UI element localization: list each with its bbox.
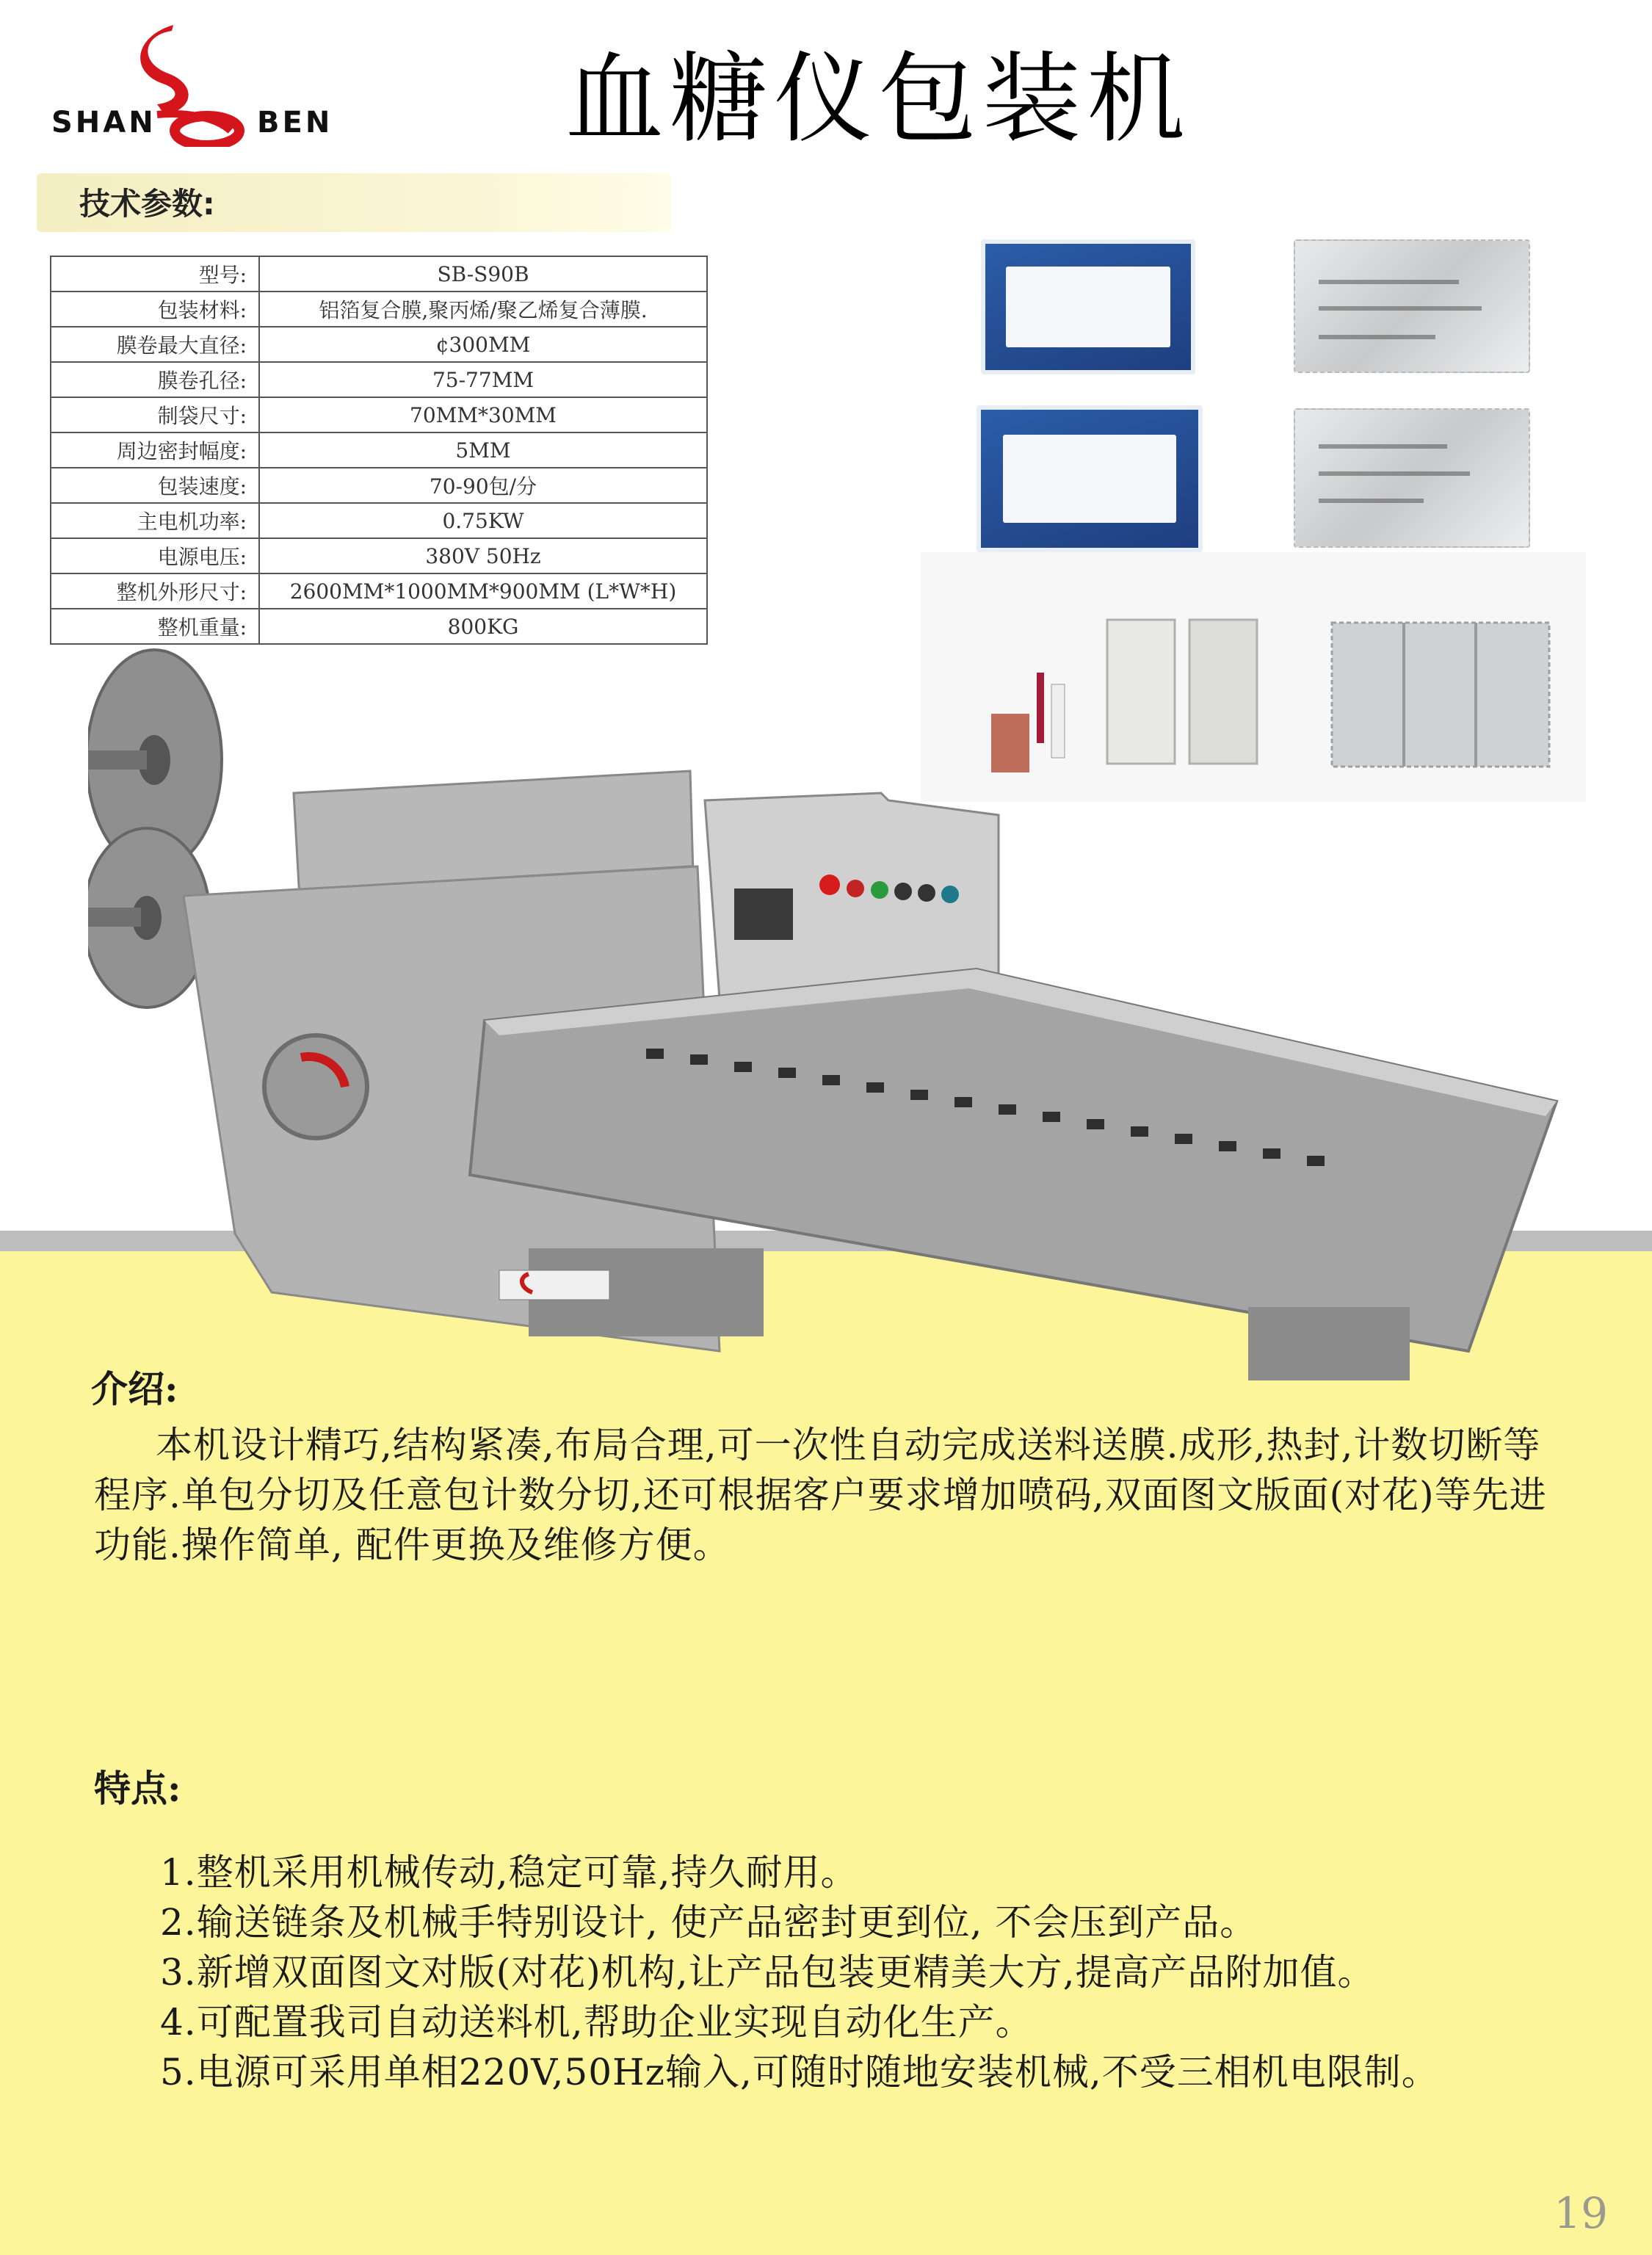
feature-item: 3.新增双面图文对版(对花)机构,让产品包装更精美大方,提高产品附加值。 [160,1951,1375,1994]
spec-row [51,503,707,538]
page-number: 19 [1554,2188,1608,2238]
sample-pack-blue-2 [977,405,1203,552]
spec-row [51,609,707,644]
sample-pack-silver-1 [1294,239,1530,373]
feature-item: 4.可配置我司自动送料机,帮助企业实现自动化生产。 [160,2001,1033,2044]
spec-row [51,362,707,397]
spec-label: 整机外形尺寸: [51,573,259,609]
sample-pack-silver-2 [1294,408,1530,548]
feature-item: 2.输送链条及机械手特别设计, 使产品密封更到位, 不会压到产品。 [160,1901,1258,1944]
spec-row [51,538,707,573]
spec-value: ¢300MM [259,327,707,362]
spec-value: 2600MM*1000MM*900MM (L*W*H) [259,573,707,609]
spec-row [51,573,707,609]
intro-paragraph: 本机设计精巧,结构紧凑,布局合理,可一次性自动完成送料送膜.成形,热封,计数切断等程序.单包分切及任意包计数分切,还可根据客户要求增加喷码,双面图文版面(对花)等先进功能.操作简单, 配件更换及维修方便。 [94,1424,1547,1566]
spec-label: 电源电压: [51,538,259,573]
spec-value: 70MM*30MM [259,397,707,432]
spec-value: SB-S90B [259,256,707,292]
spec-label: 周边密封幅度: [51,432,259,468]
spec-value: 0.75KW [259,503,707,538]
spec-table [50,256,708,645]
feature-item: 1.整机采用机械传动,稳定可靠,持久耐用。 [160,1851,858,1894]
logo-text-left: SHAN [51,106,156,140]
feature-item: 5.电源可采用单相220V,50Hz输入,可随时随地安装机械,不受三相机电限制。 [160,2051,1439,2093]
spec-value: 5MM [259,432,707,468]
intro-heading: 介绍: [91,1367,178,1411]
spec-value: 铝箔复合膜,聚丙烯/聚乙烯复合薄膜. [259,292,707,327]
spec-value: 75-77MM [259,362,707,397]
spec-value: 380V 50Hz [259,538,707,573]
spec-row [51,432,707,468]
spec-row [51,397,707,432]
spec-label: 主电机功率: [51,503,259,538]
spec-label: 膜卷孔径: [51,362,259,397]
logo-text-right: BEN [257,106,333,140]
features-list [160,1847,1592,2097]
sample-pack-blue-1 [981,239,1195,374]
spec-label: 膜卷最大直径: [51,327,259,362]
spec-row [51,327,707,362]
spec-value: 800KG [259,609,707,644]
spec-row [51,468,707,503]
features-heading: 特点: [94,1767,181,1810]
page-title: 血糖仪包装机 [565,42,1192,156]
spec-row [51,256,707,292]
spec-value: 70-90包/分 [259,468,707,503]
machine-photo [88,646,1571,1425]
spec-row [51,292,707,327]
spec-label: 整机重量: [51,609,259,644]
spec-heading: 技术参数: [79,186,215,222]
spec-label: 包装材料: [51,292,259,327]
spec-label: 包装速度: [51,468,259,503]
spec-label: 型号: [51,256,259,292]
spec-label: 制袋尺寸: [51,397,259,432]
company-logo [47,22,333,147]
